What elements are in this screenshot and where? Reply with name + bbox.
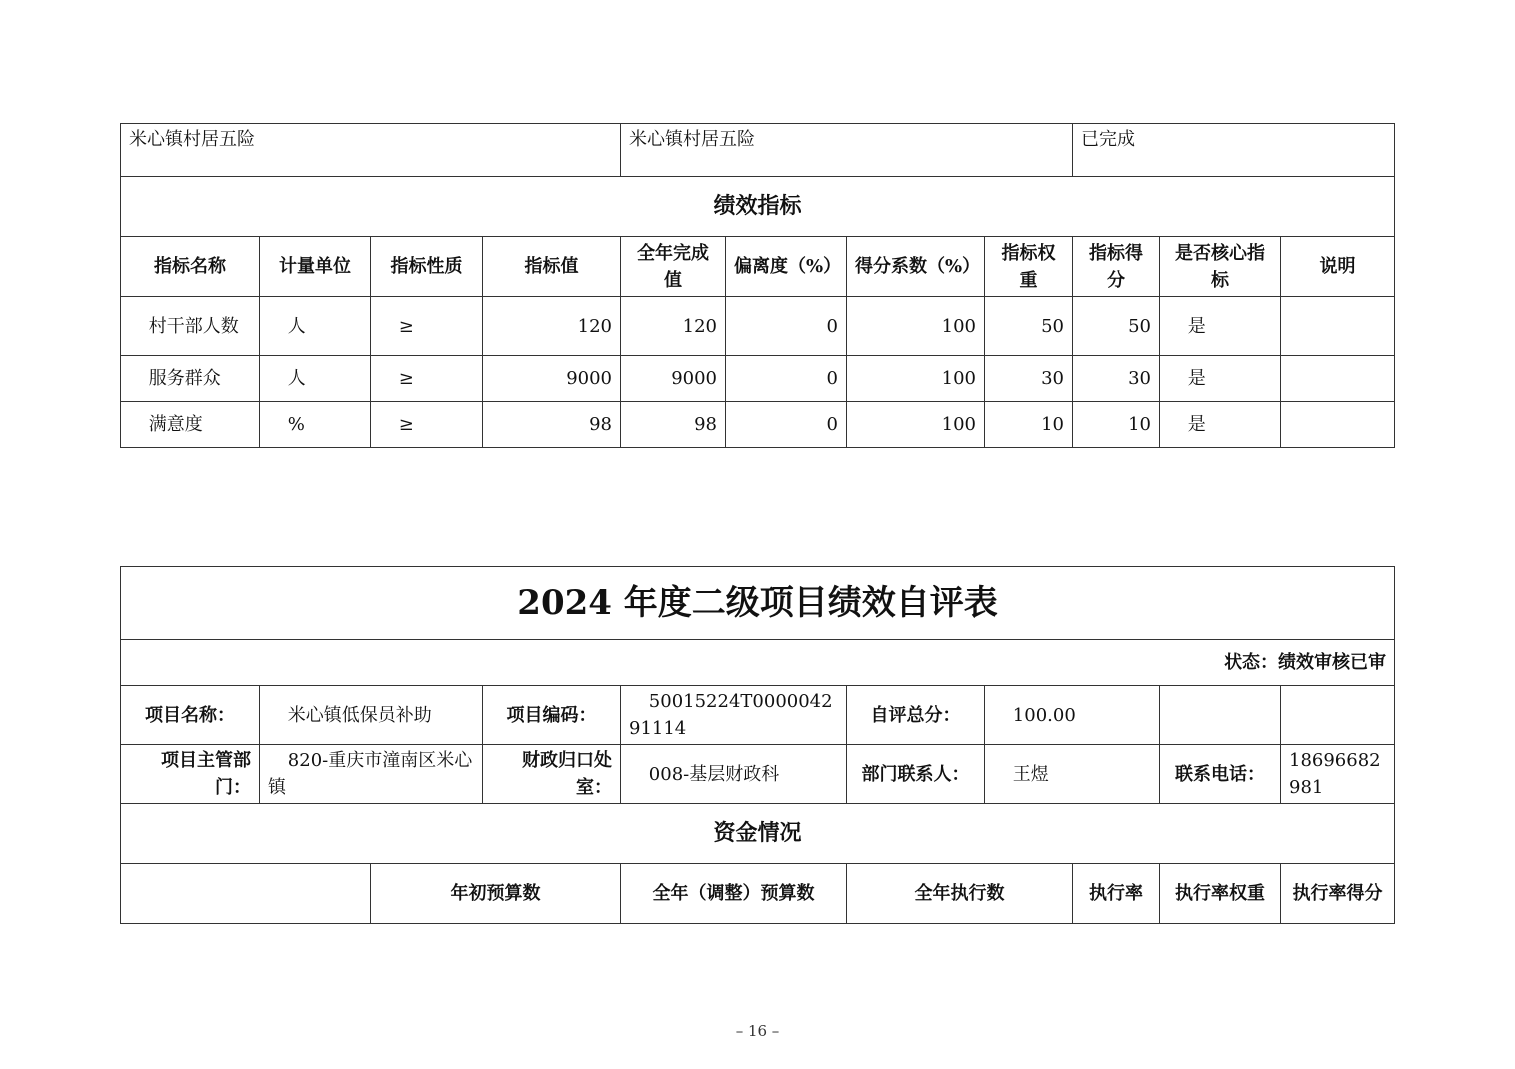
table-row — [121, 356, 1395, 402]
self-score-value: 100.00 — [985, 686, 1160, 745]
finance-value: 008-基层财政科 — [621, 745, 847, 804]
project-content-cell: 米心镇村居五险 — [621, 124, 1073, 177]
col-header: 指标名称 — [121, 237, 260, 297]
col-header: 指标值 — [483, 237, 621, 297]
self-score-label: 自评总分： — [847, 686, 985, 745]
section-title-funds: 资金情况 — [121, 804, 1395, 864]
indicator-score: 50 — [1073, 297, 1160, 356]
col-header: 执行率得分 — [1281, 864, 1395, 924]
col-header: 指标性质 — [371, 237, 483, 297]
indicator-note — [1281, 356, 1395, 402]
project-name-label: 项目名称： — [121, 686, 260, 745]
indicator-nature: ≥ — [371, 356, 483, 402]
indicator-weight: 30 — [985, 356, 1073, 402]
col-header: 全年完成值 — [621, 237, 726, 297]
indicator-coef: 100 — [847, 402, 985, 448]
indicator-done: 98 — [621, 402, 726, 448]
finance-label: 财政归口处室： — [483, 745, 621, 804]
indicator-weight: 50 — [985, 297, 1073, 356]
contact-label: 部门联系人： — [847, 745, 985, 804]
col-header: 全年（调整）预算数 — [621, 864, 847, 924]
indicator-name: 满意度 — [121, 402, 260, 448]
phone-label: 联系电话： — [1160, 745, 1281, 804]
dept-value: 820-重庆市潼南区米心镇 — [260, 745, 483, 804]
indicator-nature: ≥ — [371, 402, 483, 448]
indicator-name: 村干部人数 — [121, 297, 260, 356]
indicator-deviation: 0 — [726, 402, 847, 448]
phone-value: 18696682981 — [1281, 745, 1395, 804]
col-header: 全年执行数 — [847, 864, 1073, 924]
section-title-indicators: 绩效指标 — [121, 177, 1395, 237]
col-header: 执行率权重 — [1160, 864, 1281, 924]
indicator-deviation: 0 — [726, 297, 847, 356]
indicator-coef: 100 — [847, 297, 985, 356]
col-header: 计量单位 — [260, 237, 371, 297]
indicator-name: 服务群众 — [121, 356, 260, 402]
indicator-score: 30 — [1073, 356, 1160, 402]
indicator-note — [1281, 402, 1395, 448]
indicator-value: 120 — [483, 297, 621, 356]
indicator-unit: 人 — [260, 356, 371, 402]
project-name-value: 米心镇低保员补助 — [260, 686, 483, 745]
table-row — [121, 297, 1395, 356]
col-header: 年初预算数 — [371, 864, 621, 924]
status-badge: 状态：绩效审核已审 — [121, 640, 1395, 686]
col-header: 指标权重 — [985, 237, 1073, 297]
indicator-nature: ≥ — [371, 297, 483, 356]
indicator-unit: % — [260, 402, 371, 448]
empty-cell — [1160, 686, 1281, 745]
empty-cell — [1281, 686, 1395, 745]
col-header: 得分系数（%） — [847, 237, 985, 297]
project-code-label: 项目编码： — [483, 686, 621, 745]
contact-value: 王煜 — [985, 745, 1160, 804]
indicator-value: 98 — [483, 402, 621, 448]
empty-cell — [121, 864, 371, 924]
indicator-weight: 10 — [985, 402, 1073, 448]
col-header: 说明 — [1281, 237, 1395, 297]
project-summary-cell: 米心镇村居五险 — [121, 124, 621, 177]
col-header: 偏离度（%） — [726, 237, 847, 297]
col-header: 执行率 — [1073, 864, 1160, 924]
dept-label: 项目主管部门： — [121, 745, 260, 804]
indicator-done: 9000 — [621, 356, 726, 402]
col-header: 是否核心指标 — [1160, 237, 1281, 297]
indicator-core: 是 — [1160, 402, 1281, 448]
indicator-unit: 人 — [260, 297, 371, 356]
indicator-coef: 100 — [847, 356, 985, 402]
project-code-value: 50015224T000004291114 — [621, 686, 847, 745]
indicator-deviation: 0 — [726, 356, 847, 402]
page-number: – 16 – — [735, 1022, 780, 1040]
indicator-core: 是 — [1160, 297, 1281, 356]
completion-status-cell: 已完成 — [1073, 124, 1395, 177]
page-title: 2024 年度二级项目绩效自评表 — [121, 567, 1395, 640]
indicator-value: 9000 — [483, 356, 621, 402]
indicator-score: 10 — [1073, 402, 1160, 448]
self-evaluation-form — [120, 566, 1395, 924]
indicator-done: 120 — [621, 297, 726, 356]
indicator-note — [1281, 297, 1395, 356]
indicator-core: 是 — [1160, 356, 1281, 402]
col-header: 指标得分 — [1073, 237, 1160, 297]
table-row — [121, 402, 1395, 448]
performance-indicator-table — [120, 123, 1395, 448]
